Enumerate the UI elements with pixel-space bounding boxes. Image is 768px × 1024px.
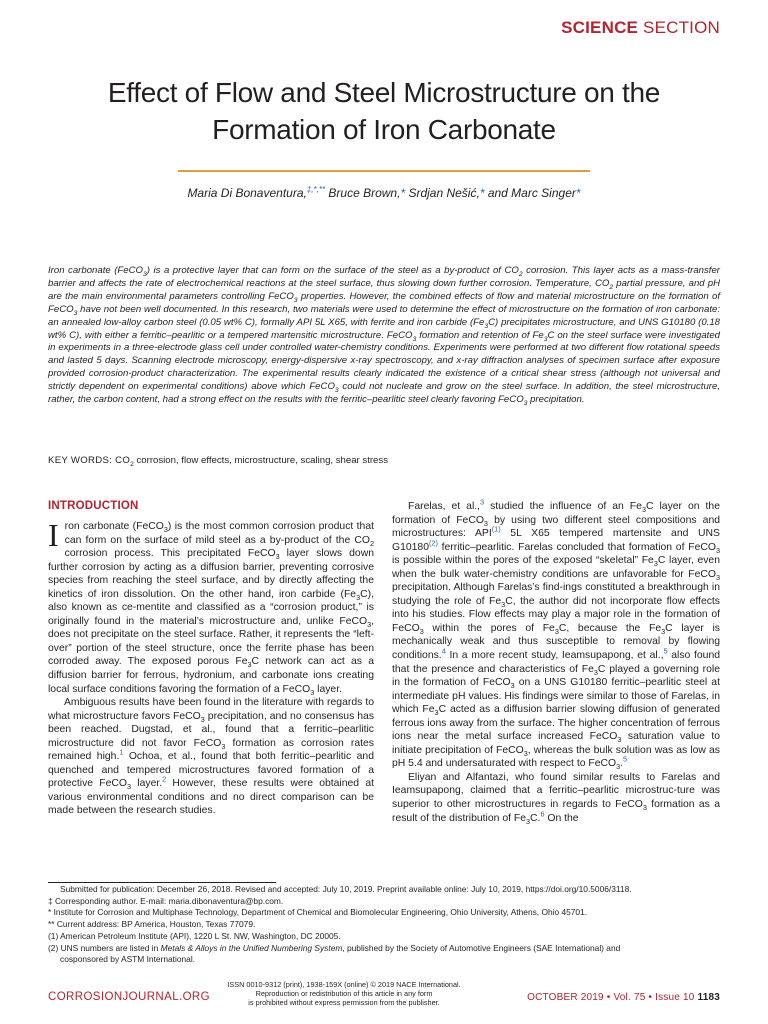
author-1-marks[interactable]: ‡,*,**	[306, 185, 326, 194]
author-2-mark[interactable]: *	[400, 186, 406, 200]
footnote-current-address: ** Current address: BP America, Houston, Texas 77079.	[48, 919, 256, 930]
article-title	[40, 74, 728, 148]
footnote-uns: (2) UNS numbers are listed in Metals & Alloys in the Unified Numbering System, published by the Society of Automotive Engineers (SAE International) and	[48, 942, 621, 953]
introduction-heading: INTRODUCTION	[48, 500, 139, 512]
footnote-uns-continued: cosponsored by ASTM International.	[60, 954, 196, 965]
footnote-api: (1) American Petroleum Institute (API), 1220 L St. NW, Washington, DC 20005.	[48, 930, 341, 941]
section-label-light: SECTION	[643, 18, 720, 37]
copyright-line-1: ISSN 0010-9312 (print), 1938-159X (online) © 2019 NACE International.	[227, 980, 461, 989]
intro-paragraph-2: Ambiguous results have been found in the literature with regards to what microstructure favors FeCO$_3$ precipitation, and no consensus has been reached. Dugstad, et al., found that a ferritic–pearlitic microstructure did not favor FeCO$_3$ formation as corrosion rates remained high.$^1$ Ochoa, et al., found that both ferritic–pearlitic and quenched and tempered microstructures favored formation of a protective FeCO$_3$ layer.$^2$ However, these results were obtained at various environmental conditions and no direct comparison can be made between the research studies.	[48, 697, 375, 817]
page-number: 1183	[697, 992, 720, 1003]
footnote-affiliation: * Institute for Corrosion and Multiphase Technology, Department of Chemical and Biomolecular Engineering, Ohio University, Athens, Ohio 45701.	[48, 907, 588, 918]
author-3: Srdjan Nešić,	[405, 186, 480, 200]
right-column	[392, 497, 721, 826]
footnote-ref-1[interactable]: (1)	[491, 524, 501, 534]
issue-info	[527, 992, 720, 1003]
issue-date-volume: OCTOBER 2019 • Vol. 75 • Issue 10	[527, 992, 698, 1003]
author-3-mark[interactable]: *	[479, 186, 485, 200]
reference-3[interactable]: 3	[480, 497, 485, 507]
footnote-divider	[48, 882, 276, 883]
footnotes	[48, 884, 720, 966]
copyright-line-2: Reproduction or redistribution of this article in any form	[255, 989, 433, 998]
journal-website-link[interactable]: CORROSIONJOURNAL.ORG	[48, 991, 210, 1003]
keywords: KEY WORDS: $CO_2$ corrosion, flow effects, microstructure, scaling, shear stress	[48, 455, 388, 468]
reference-5b[interactable]: 5	[623, 754, 628, 764]
author-2: Bruce Brown,	[325, 186, 401, 200]
copyright-line-3: is prohibited without express permission from the publisher.	[248, 998, 440, 1007]
author-4-mark[interactable]: *	[575, 186, 581, 200]
reference-1[interactable]: 1	[119, 747, 124, 757]
author-list	[40, 186, 728, 200]
section-label	[561, 18, 720, 38]
right-paragraph-1: Farelas, et al.,$^3$ studied the influence of an $Fe_3C$ layer on the formation of FeCO$_3$ by using two different steel compositions and microstructures: API$^{(1)}$ 5L X65 tempered martensite and UNS G10180$^{(2)}$ ferritic–pearlitic. Farelas concluded that formation of FeCO$_3$ is possible within the pores of the exposed “skeletal” $Fe_3C$ layer, even when the bulk water-chemistry conditions are unfavorable for FeCO$_3$ precipitation. Although Farelas’s find-ings constituted a breakthrough in studying the role of $Fe_3C$, the author did not incorporate flow effects into his studies. Flow effects may play a major role in the formation of FeCO$_3$ within the pores of $Fe_3C$, because the $Fe_3C$ layer is mechanically weak and thus susceptible to removal by flowing conditions.$^4$ In a more recent study, Ieamsupapong, et al.,$^5$ also found that the presence and characteristics of $Fe_3C$ played a governing role in the formation of FeCO$_3$ on a UNS G10180 ferritic–pearlitic steel at intermediate pH values. His findings were similar to those of Farelas, in which $Fe_3C$ acted as a diffusion barrier slowing diffusion of generated ferrous ions away from the surface. The higher concentration of ferrous ions near the metal surface increased FeCO$_3$ saturation value to initiate precipitation of FeCO$_3$, whereas the bulk solution was as low as pH 5.4 and undersaturated with respect to FeCO$_3$.$^5$	[392, 497, 721, 772]
author-4: and Marc Singer	[484, 186, 576, 200]
right-paragraph-2: Eliyan and Alfantazi, who found similar results to Farelas and Ieamsupapong, claimed that a ferritic–pearlitic microstruc-ture was superior to other microstructures in regards to FeCO$_3$ formation as a result of the distribution of $Fe_3C.^6$ On the	[392, 771, 720, 826]
reference-5[interactable]: 5	[663, 646, 668, 656]
reference-4[interactable]: 4	[441, 646, 446, 656]
abstract: Iron carbonate (FeCO$_3$) is a protective layer that can form on the surface of the steel as a by-product of $CO_2$ corrosion. This layer acts as a mass-transfer barrier and affects the rate of electrochemical reactions at the steel surface, thus slowing down further corrosion. Temperature, $CO_2$ partial pressure, and pH are the main environmental parameters controlling FeCO$_3$ properties. However, the combined effects of flow and material microstructure on the formation of FeCO$_3$ have not been well documented. In this research, two materials were used to determine the effect of microstructure on the formation of iron carbonate: an annealed low-alloy carbon steel (0.05 wt% C), formally API 5L X65, with ferrite and iron carbide $(Fe_3C)$ precipitates microstructure, and UNS G10180 (0.18 wt% C), with either a ferritic–pearlitic or a tempered martensitic microstructure. FeCO$_3$ formation and retention of $Fe_3C$ on the steel surface were investigated in experiments in a three-electrode glass cell under controlled water-chemistry conditions. Experiments were performed at two different flow rotational speeds and lasted 5 days. Scanning electrode microscopy, energy-dispersive x-ray spectroscopy, and x-ray diffraction analyses of specimen surface after exposure provided corrosion-product characterization. The experimental results clearly indicated the existence of a critical shear stress (although not universal and strictly dependent on experimental conditions) above which FeCO$_3$ could not nucleate and grow on the steel surface. In addition, the steel microstructure, rather, the carbon content, had a strong effect on the results with the ferritic–pearlitic steel clearly favoring FeCO$_3$ precipitation.	[48, 265, 721, 407]
footnote-ref-2[interactable]: (2)	[428, 538, 438, 548]
author-1: Maria Di Bonaventura,	[187, 186, 307, 200]
left-column	[48, 517, 375, 818]
drop-cap: I	[48, 517, 59, 553]
title-line-2: Formation of Iron Carbonate	[212, 114, 556, 145]
section-label-bold: SCIENCE	[561, 18, 639, 37]
footnote-corresponding: ‡ Corresponding author. E-mail: maria.dibonaventura@bp.com.	[48, 895, 284, 906]
footnote-submission: Submitted for publication: December 26, 2018. Revised and accepted: July 10, 2019. Preprint available online: July 10, 2019, https://doi.org/10.5006/3118.	[60, 884, 632, 894]
title-line-1: Effect of Flow and Steel Microstructure on the	[107, 77, 661, 108]
reference-6[interactable]: 6	[540, 809, 545, 819]
title-divider	[178, 170, 590, 172]
reference-2[interactable]: 2	[162, 774, 167, 784]
copyright-notice	[224, 980, 464, 1007]
intro-paragraph-1: Iron carbonate (FeCO$_3$) is the most common corrosion product that can form on the surface of mild steel as a by-product of the $CO_2$ corrosion process. This precipitated FeCO$_3$ layer slows down further corrosion by acting as a diffusion barrier, preventing corrosive species from reaching the steel surface, and by directly affecting the kinetics of iron dissolution. On the other hand, iron carbide $(Fe_3C)$, also known as ce-mentite and classified as a “corrosion product,” is originally found in the material’s microstructure and, unlike FeCO$_3$, does not precipitate on the steel surface. Rather, it represents the “left-over” portion of the steel structure, once the ferrite phase has been corroded away. The exposed porous $Fe_3C$ network can act as a diffusion barrier for ferrous, hydronium, and carbonate ions creating local surface conditions favoring the formation of a FeCO$_3$ layer.	[48, 517, 375, 697]
